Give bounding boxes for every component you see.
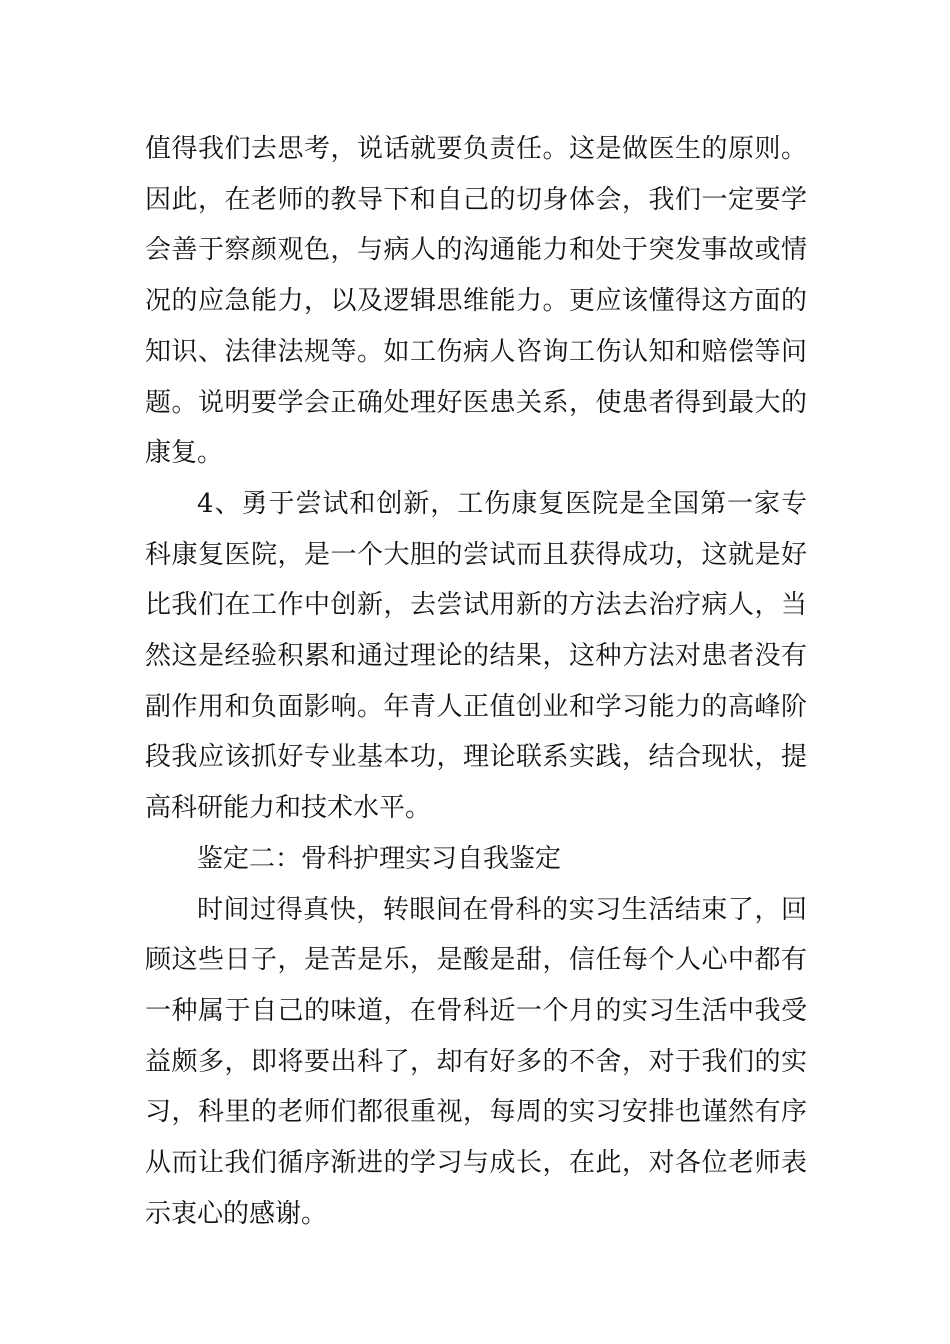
section-heading: 鉴定二：骨科护理实习自我鉴定: [197, 843, 562, 874]
paragraph-intro: 时间过得真快，转眼间在骨科的实习生活结束了，回顾这些日子，是苦是乐，是酸是甜，信任每个人心中都有一种属于自己的味道，在骨科近一个月的实习生活中我受益颇多，即将要出科了，却有好多的不舍，对于我们的实习，科里的老师们都很重视，每周的实习安排也谨然有序从而让我们循序渐进的学习与成长，在此，对各位老师表示衷心的感谢。: [145, 894, 807, 1229]
paragraph-point-4: 4、勇于尝试和创新，工伤康复医院是全国第一家专科康复医院，是一个大胆的尝试而且获得成功，这就是好比我们在工作中创新，去尝试用新的方法去治疗病人，当然这是经验积累和通过理论的结果，这种方法对患者没有副作用和负面影响。年青人正值创业和学习能力的高峰阶段我应该抓好专业基本功，理论联系实践，结合现状，提高科研能力和技术水平。: [145, 488, 807, 824]
document-page: [145, 124, 807, 1239]
paragraph-continuation: 值得我们去思考，说话就要负责任。这是做医生的原则。因此，在老师的教导下和自己的切身体会，我们一定要学会善于察颜观色，与病人的沟通能力和处于突发事故或情况的应急能力，以及逻辑思维能力。更应该懂得这方面的知识、法律法规等。如工伤病人咨询工伤认知和赔偿等问题。说明要学会正确处理好医患关系，使患者得到最大的康复。: [145, 134, 807, 469]
